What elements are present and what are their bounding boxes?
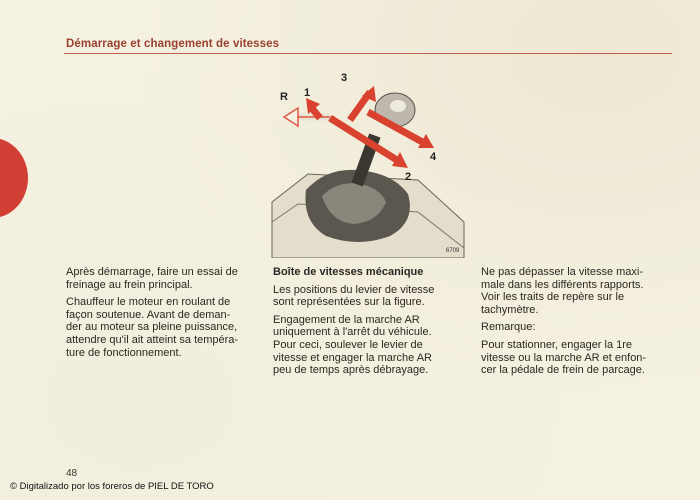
header-divider xyxy=(64,53,672,54)
paragraph: Engagement de la marche AR uniquement à l'arrêt du véhicule. Pour ceci, soulever le levier de vitesse et engager la marche AR peu de temps après débrayage. xyxy=(273,313,432,377)
gear-shift-figure xyxy=(268,72,468,258)
reverse-arrowhead xyxy=(284,108,298,126)
section-title: Démarrage et changement de vitesses xyxy=(66,38,280,50)
gear-label-1: 1 xyxy=(304,87,311,99)
note-label: Remarque: xyxy=(481,321,536,334)
page-number: 48 xyxy=(66,468,78,479)
paragraph: Après démarrage, faire un essai de freinage au frein principal. xyxy=(66,266,238,291)
gear-label-4: 4 xyxy=(430,151,437,163)
text-column-left xyxy=(66,266,262,364)
paragraph: Les positions du levier de vitesse sont représentées sur la figure. xyxy=(273,283,435,309)
paragraph: Ne pas dépasser la vitesse maxi- male dans les différents rapports. Voir les traits de repère sur le tachymètre. xyxy=(481,266,644,316)
gear-label-reverse: R xyxy=(280,91,288,103)
paragraph: Pour stationner, engager la 1re vitesse ou la marche AR et enfon- cer la pédale de frein de parcage. xyxy=(481,338,647,377)
section-heading: Boîte de vitesses mécanique xyxy=(273,266,424,278)
gear-knob-shine xyxy=(390,100,406,112)
text-column-middle xyxy=(273,266,469,382)
gear-shift-illustration xyxy=(268,72,468,258)
footer-credit: © Digitalizado por los foreros de PIEL DE TORO xyxy=(10,481,214,492)
gear-label-2: 2 xyxy=(405,171,412,183)
figure-code: 6709 xyxy=(446,248,460,254)
text-column-right xyxy=(481,266,677,382)
paragraph: Chauffeur le moteur en roulant de façon soutenue. Avant de deman- der au moteur sa pleine puissance, attendre qu'il ait atteint sa tempéra- ture de fonctionnement. xyxy=(66,296,239,359)
gear-label-3: 3 xyxy=(341,72,348,84)
